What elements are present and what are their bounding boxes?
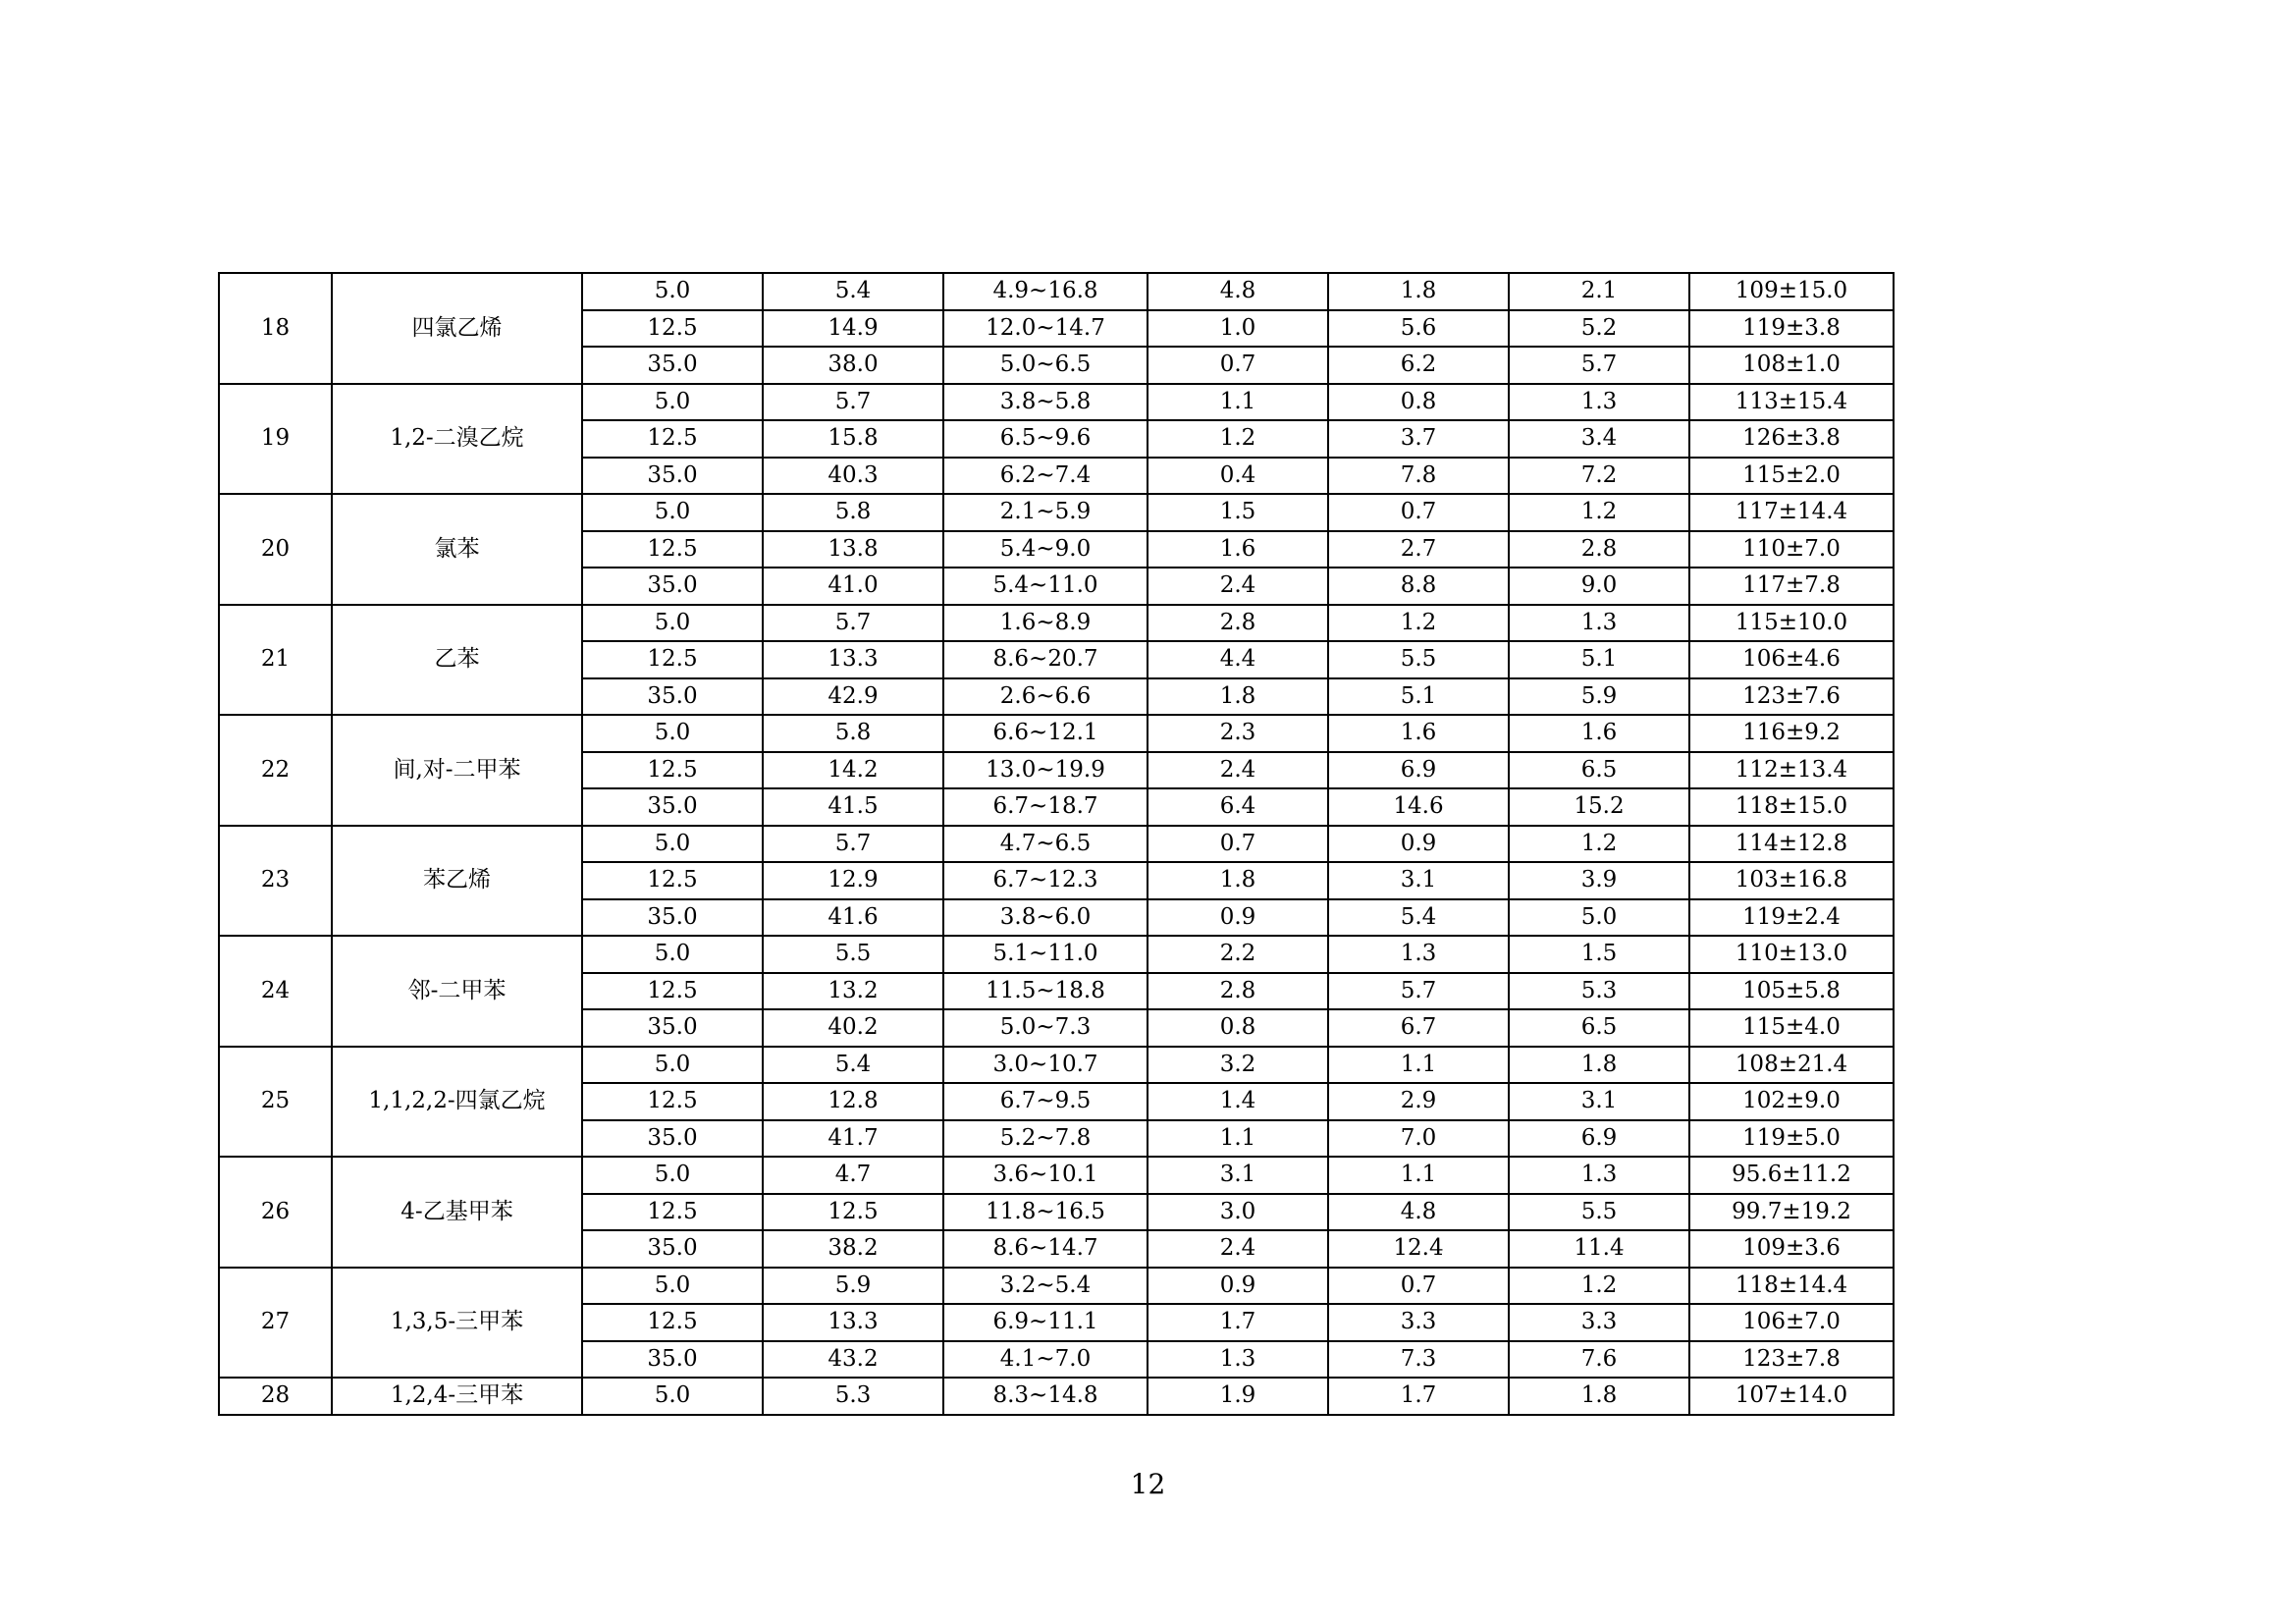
spiked-amount-cell: 12.5: [582, 420, 763, 458]
compound-name-cell: 1,2-二溴乙烷: [332, 384, 582, 495]
results-table: [218, 272, 1895, 1416]
inter-lab-rsd-cell: 1.6: [1148, 531, 1328, 568]
table-row: [219, 605, 1894, 642]
spiked-amount-cell: 12.5: [582, 531, 763, 568]
spiked-amount-cell: 5.0: [582, 273, 763, 310]
recovery-cell: 116±9.2: [1689, 715, 1894, 752]
inter-lab-rsd-cell: 0.8: [1148, 1009, 1328, 1047]
rsd-range-cell: 4.1~7.0: [943, 1341, 1148, 1379]
recovery-cell: 126±3.8: [1689, 420, 1894, 458]
spiked-amount-cell: 12.5: [582, 641, 763, 678]
recovery-cell: 106±7.0: [1689, 1304, 1894, 1341]
spiked-amount-cell: 12.5: [582, 310, 763, 348]
repeatability-limit-cell: 8.8: [1328, 568, 1509, 605]
rsd-range-cell: 6.2~7.4: [943, 458, 1148, 495]
measured-mean-cell: 4.7: [763, 1157, 943, 1194]
rsd-range-cell: 5.4~11.0: [943, 568, 1148, 605]
reproducibility-limit-cell: 7.2: [1509, 458, 1689, 495]
spiked-amount-cell: 12.5: [582, 1083, 763, 1120]
recovery-cell: 115±10.0: [1689, 605, 1894, 642]
recovery-cell: 108±21.4: [1689, 1047, 1894, 1084]
repeatability-limit-cell: 5.5: [1328, 641, 1509, 678]
rsd-range-cell: 8.3~14.8: [943, 1378, 1148, 1415]
spiked-amount-cell: 35.0: [582, 1120, 763, 1158]
inter-lab-rsd-cell: 6.4: [1148, 788, 1328, 826]
repeatability-limit-cell: 0.8: [1328, 384, 1509, 421]
reproducibility-limit-cell: 1.2: [1509, 494, 1689, 531]
table-row: [219, 936, 1894, 973]
rsd-range-cell: 12.0~14.7: [943, 310, 1148, 348]
spiked-amount-cell: 35.0: [582, 678, 763, 716]
rsd-range-cell: 5.2~7.8: [943, 1120, 1148, 1158]
recovery-cell: 108±1.0: [1689, 347, 1894, 384]
repeatability-limit-cell: 5.4: [1328, 899, 1509, 937]
rsd-range-cell: 1.6~8.9: [943, 605, 1148, 642]
reproducibility-limit-cell: 5.9: [1509, 678, 1689, 716]
inter-lab-rsd-cell: 3.2: [1148, 1047, 1328, 1084]
repeatability-limit-cell: 7.0: [1328, 1120, 1509, 1158]
recovery-cell: 115±2.0: [1689, 458, 1894, 495]
spiked-amount-cell: 5.0: [582, 1047, 763, 1084]
measured-mean-cell: 40.2: [763, 1009, 943, 1047]
spiked-amount-cell: 5.0: [582, 1157, 763, 1194]
spiked-amount-cell: 5.0: [582, 605, 763, 642]
compound-name-cell: 苯乙烯: [332, 826, 582, 937]
spiked-amount-cell: 35.0: [582, 1230, 763, 1268]
repeatability-limit-cell: 0.9: [1328, 826, 1509, 863]
recovery-cell: 99.7±19.2: [1689, 1194, 1894, 1231]
table-row: [219, 384, 1894, 421]
repeatability-limit-cell: 6.9: [1328, 752, 1509, 789]
spiked-amount-cell: 5.0: [582, 936, 763, 973]
inter-lab-rsd-cell: 1.0: [1148, 310, 1328, 348]
repeatability-limit-cell: 1.8: [1328, 273, 1509, 310]
reproducibility-limit-cell: 5.1: [1509, 641, 1689, 678]
repeatability-limit-cell: 3.3: [1328, 1304, 1509, 1341]
measured-mean-cell: 13.3: [763, 641, 943, 678]
rsd-range-cell: 6.7~12.3: [943, 862, 1148, 899]
measured-mean-cell: 5.3: [763, 1378, 943, 1415]
repeatability-limit-cell: 7.8: [1328, 458, 1509, 495]
measured-mean-cell: 38.0: [763, 347, 943, 384]
reproducibility-limit-cell: 5.5: [1509, 1194, 1689, 1231]
rsd-range-cell: 3.2~5.4: [943, 1268, 1148, 1305]
repeatability-limit-cell: 0.7: [1328, 1268, 1509, 1305]
spiked-amount-cell: 35.0: [582, 568, 763, 605]
inter-lab-rsd-cell: 1.7: [1148, 1304, 1328, 1341]
measured-mean-cell: 15.8: [763, 420, 943, 458]
repeatability-limit-cell: 7.3: [1328, 1341, 1509, 1379]
compound-name-cell: 邻-二甲苯: [332, 936, 582, 1047]
rsd-range-cell: 3.0~10.7: [943, 1047, 1148, 1084]
compound-name-cell: 1,1,2,2-四氯乙烷: [332, 1047, 582, 1158]
rsd-range-cell: 2.6~6.6: [943, 678, 1148, 716]
recovery-cell: 107±14.0: [1689, 1378, 1894, 1415]
reproducibility-limit-cell: 5.3: [1509, 973, 1689, 1010]
measured-mean-cell: 13.8: [763, 531, 943, 568]
reproducibility-limit-cell: 3.3: [1509, 1304, 1689, 1341]
repeatability-limit-cell: 14.6: [1328, 788, 1509, 826]
repeatability-limit-cell: 5.1: [1328, 678, 1509, 716]
spiked-amount-cell: 5.0: [582, 494, 763, 531]
recovery-cell: 117±14.4: [1689, 494, 1894, 531]
compound-number-cell: 24: [219, 936, 332, 1047]
repeatability-limit-cell: 5.6: [1328, 310, 1509, 348]
spiked-amount-cell: 12.5: [582, 1194, 763, 1231]
reproducibility-limit-cell: 1.8: [1509, 1047, 1689, 1084]
spiked-amount-cell: 5.0: [582, 1268, 763, 1305]
reproducibility-limit-cell: 6.9: [1509, 1120, 1689, 1158]
inter-lab-rsd-cell: 1.2: [1148, 420, 1328, 458]
spiked-amount-cell: 5.0: [582, 384, 763, 421]
repeatability-limit-cell: 3.7: [1328, 420, 1509, 458]
reproducibility-limit-cell: 5.7: [1509, 347, 1689, 384]
spiked-amount-cell: 12.5: [582, 752, 763, 789]
reproducibility-limit-cell: 2.1: [1509, 273, 1689, 310]
repeatability-limit-cell: 6.2: [1328, 347, 1509, 384]
inter-lab-rsd-cell: 1.3: [1148, 1341, 1328, 1379]
reproducibility-limit-cell: 6.5: [1509, 752, 1689, 789]
recovery-cell: 118±14.4: [1689, 1268, 1894, 1305]
repeatability-limit-cell: 6.7: [1328, 1009, 1509, 1047]
reproducibility-limit-cell: 1.8: [1509, 1378, 1689, 1415]
recovery-cell: 119±3.8: [1689, 310, 1894, 348]
recovery-cell: 119±5.0: [1689, 1120, 1894, 1158]
inter-lab-rsd-cell: 0.4: [1148, 458, 1328, 495]
inter-lab-rsd-cell: 1.4: [1148, 1083, 1328, 1120]
repeatability-limit-cell: 4.8: [1328, 1194, 1509, 1231]
recovery-cell: 103±16.8: [1689, 862, 1894, 899]
inter-lab-rsd-cell: 2.3: [1148, 715, 1328, 752]
table-row: [219, 715, 1894, 752]
rsd-range-cell: 11.5~18.8: [943, 973, 1148, 1010]
measured-mean-cell: 5.7: [763, 826, 943, 863]
measured-mean-cell: 41.5: [763, 788, 943, 826]
rsd-range-cell: 3.8~5.8: [943, 384, 1148, 421]
rsd-range-cell: 4.9~16.8: [943, 273, 1148, 310]
reproducibility-limit-cell: 7.6: [1509, 1341, 1689, 1379]
compound-number-cell: 28: [219, 1378, 332, 1415]
spiked-amount-cell: 12.5: [582, 862, 763, 899]
measured-mean-cell: 5.7: [763, 605, 943, 642]
inter-lab-rsd-cell: 0.7: [1148, 347, 1328, 384]
measured-mean-cell: 12.9: [763, 862, 943, 899]
repeatability-limit-cell: 12.4: [1328, 1230, 1509, 1268]
reproducibility-limit-cell: 1.3: [1509, 1157, 1689, 1194]
inter-lab-rsd-cell: 1.5: [1148, 494, 1328, 531]
compound-number-cell: 26: [219, 1157, 332, 1268]
spiked-amount-cell: 35.0: [582, 347, 763, 384]
rsd-range-cell: 3.6~10.1: [943, 1157, 1148, 1194]
compound-number-cell: 22: [219, 715, 332, 826]
rsd-range-cell: 11.8~16.5: [943, 1194, 1148, 1231]
rsd-range-cell: 8.6~14.7: [943, 1230, 1148, 1268]
recovery-cell: 119±2.4: [1689, 899, 1894, 937]
measured-mean-cell: 14.9: [763, 310, 943, 348]
table-row: [219, 1268, 1894, 1305]
spiked-amount-cell: 5.0: [582, 826, 763, 863]
compound-name-cell: 1,2,4-三甲苯: [332, 1378, 582, 1415]
table-row: [219, 1378, 1894, 1415]
rsd-range-cell: 6.5~9.6: [943, 420, 1148, 458]
measured-mean-cell: 12.5: [763, 1194, 943, 1231]
rsd-range-cell: 2.1~5.9: [943, 494, 1148, 531]
rsd-range-cell: 5.0~7.3: [943, 1009, 1148, 1047]
spiked-amount-cell: 35.0: [582, 1009, 763, 1047]
measured-mean-cell: 40.3: [763, 458, 943, 495]
compound-name-cell: 氯苯: [332, 494, 582, 605]
measured-mean-cell: 43.2: [763, 1341, 943, 1379]
compound-number-cell: 27: [219, 1268, 332, 1379]
repeatability-limit-cell: 1.1: [1328, 1157, 1509, 1194]
recovery-cell: 102±9.0: [1689, 1083, 1894, 1120]
repeatability-limit-cell: 1.1: [1328, 1047, 1509, 1084]
reproducibility-limit-cell: 15.2: [1509, 788, 1689, 826]
recovery-cell: 109±3.6: [1689, 1230, 1894, 1268]
measured-mean-cell: 5.8: [763, 494, 943, 531]
recovery-cell: 114±12.8: [1689, 826, 1894, 863]
inter-lab-rsd-cell: 0.7: [1148, 826, 1328, 863]
measured-mean-cell: 14.2: [763, 752, 943, 789]
compound-name-cell: 四氯乙烯: [332, 273, 582, 384]
inter-lab-rsd-cell: 2.8: [1148, 973, 1328, 1010]
compound-number-cell: 25: [219, 1047, 332, 1158]
measured-mean-cell: 41.6: [763, 899, 943, 937]
reproducibility-limit-cell: 1.2: [1509, 1268, 1689, 1305]
compound-number-cell: 21: [219, 605, 332, 716]
repeatability-limit-cell: 3.1: [1328, 862, 1509, 899]
recovery-cell: 118±15.0: [1689, 788, 1894, 826]
inter-lab-rsd-cell: 3.1: [1148, 1157, 1328, 1194]
recovery-cell: 112±13.4: [1689, 752, 1894, 789]
page-number: 12: [1130, 1468, 1166, 1500]
repeatability-limit-cell: 1.6: [1328, 715, 1509, 752]
repeatability-limit-cell: 1.7: [1328, 1378, 1509, 1415]
table-row: [219, 494, 1894, 531]
reproducibility-limit-cell: 2.8: [1509, 531, 1689, 568]
rsd-range-cell: 8.6~20.7: [943, 641, 1148, 678]
compound-number-cell: 18: [219, 273, 332, 384]
repeatability-limit-cell: 1.3: [1328, 936, 1509, 973]
compound-name-cell: 1,3,5-三甲苯: [332, 1268, 582, 1379]
inter-lab-rsd-cell: 1.1: [1148, 384, 1328, 421]
spiked-amount-cell: 5.0: [582, 715, 763, 752]
compound-number-cell: 23: [219, 826, 332, 937]
rsd-range-cell: 6.6~12.1: [943, 715, 1148, 752]
recovery-cell: 110±7.0: [1689, 531, 1894, 568]
inter-lab-rsd-cell: 2.2: [1148, 936, 1328, 973]
compound-name-cell: 4-乙基甲苯: [332, 1157, 582, 1268]
inter-lab-rsd-cell: 0.9: [1148, 1268, 1328, 1305]
reproducibility-limit-cell: 1.5: [1509, 936, 1689, 973]
rsd-range-cell: 5.0~6.5: [943, 347, 1148, 384]
repeatability-limit-cell: 5.7: [1328, 973, 1509, 1010]
recovery-cell: 117±7.8: [1689, 568, 1894, 605]
repeatability-limit-cell: 0.7: [1328, 494, 1509, 531]
recovery-cell: 105±5.8: [1689, 973, 1894, 1010]
table-body: [219, 273, 1894, 1415]
compound-number-cell: 20: [219, 494, 332, 605]
measured-mean-cell: 5.9: [763, 1268, 943, 1305]
inter-lab-rsd-cell: 0.9: [1148, 899, 1328, 937]
spiked-amount-cell: 35.0: [582, 788, 763, 826]
measured-mean-cell: 42.9: [763, 678, 943, 716]
inter-lab-rsd-cell: 1.1: [1148, 1120, 1328, 1158]
recovery-cell: 109±15.0: [1689, 273, 1894, 310]
spiked-amount-cell: 35.0: [582, 1341, 763, 1379]
measured-mean-cell: 41.7: [763, 1120, 943, 1158]
table-row: [219, 826, 1894, 863]
recovery-cell: 123±7.6: [1689, 678, 1894, 716]
table-row: [219, 1157, 1894, 1194]
spiked-amount-cell: 12.5: [582, 1304, 763, 1341]
reproducibility-limit-cell: 11.4: [1509, 1230, 1689, 1268]
rsd-range-cell: 13.0~19.9: [943, 752, 1148, 789]
repeatability-limit-cell: 2.9: [1328, 1083, 1509, 1120]
compound-name-cell: 间,对-二甲苯: [332, 715, 582, 826]
reproducibility-limit-cell: 5.2: [1509, 310, 1689, 348]
measured-mean-cell: 5.8: [763, 715, 943, 752]
spiked-amount-cell: 5.0: [582, 1378, 763, 1415]
repeatability-limit-cell: 1.2: [1328, 605, 1509, 642]
reproducibility-limit-cell: 1.2: [1509, 826, 1689, 863]
recovery-cell: 106±4.6: [1689, 641, 1894, 678]
reproducibility-limit-cell: 1.6: [1509, 715, 1689, 752]
table-row: [219, 1047, 1894, 1084]
rsd-range-cell: 5.4~9.0: [943, 531, 1148, 568]
measured-mean-cell: 5.5: [763, 936, 943, 973]
recovery-cell: 123±7.8: [1689, 1341, 1894, 1379]
inter-lab-rsd-cell: 1.8: [1148, 678, 1328, 716]
reproducibility-limit-cell: 3.4: [1509, 420, 1689, 458]
inter-lab-rsd-cell: 2.8: [1148, 605, 1328, 642]
compound-name-cell: 乙苯: [332, 605, 582, 716]
inter-lab-rsd-cell: 1.9: [1148, 1378, 1328, 1415]
measured-mean-cell: 5.4: [763, 273, 943, 310]
measured-mean-cell: 13.3: [763, 1304, 943, 1341]
inter-lab-rsd-cell: 4.4: [1148, 641, 1328, 678]
reproducibility-limit-cell: 1.3: [1509, 384, 1689, 421]
measured-mean-cell: 13.2: [763, 973, 943, 1010]
reproducibility-limit-cell: 3.1: [1509, 1083, 1689, 1120]
reproducibility-limit-cell: 5.0: [1509, 899, 1689, 937]
inter-lab-rsd-cell: 2.4: [1148, 568, 1328, 605]
reproducibility-limit-cell: 6.5: [1509, 1009, 1689, 1047]
inter-lab-rsd-cell: 3.0: [1148, 1194, 1328, 1231]
spiked-amount-cell: 12.5: [582, 973, 763, 1010]
recovery-cell: 110±13.0: [1689, 936, 1894, 973]
rsd-range-cell: 6.7~18.7: [943, 788, 1148, 826]
measured-mean-cell: 5.4: [763, 1047, 943, 1084]
measured-mean-cell: 5.7: [763, 384, 943, 421]
reproducibility-limit-cell: 3.9: [1509, 862, 1689, 899]
reproducibility-limit-cell: 9.0: [1509, 568, 1689, 605]
recovery-cell: 113±15.4: [1689, 384, 1894, 421]
recovery-cell: 115±4.0: [1689, 1009, 1894, 1047]
table-row: [219, 273, 1894, 310]
inter-lab-rsd-cell: 4.8: [1148, 273, 1328, 310]
rsd-range-cell: 3.8~6.0: [943, 899, 1148, 937]
inter-lab-rsd-cell: 1.8: [1148, 862, 1328, 899]
rsd-range-cell: 5.1~11.0: [943, 936, 1148, 973]
measured-mean-cell: 12.8: [763, 1083, 943, 1120]
rsd-range-cell: 6.7~9.5: [943, 1083, 1148, 1120]
measured-mean-cell: 38.2: [763, 1230, 943, 1268]
recovery-cell: 95.6±11.2: [1689, 1157, 1894, 1194]
measured-mean-cell: 41.0: [763, 568, 943, 605]
inter-lab-rsd-cell: 2.4: [1148, 1230, 1328, 1268]
rsd-range-cell: 4.7~6.5: [943, 826, 1148, 863]
inter-lab-rsd-cell: 2.4: [1148, 752, 1328, 789]
spiked-amount-cell: 35.0: [582, 458, 763, 495]
rsd-range-cell: 6.9~11.1: [943, 1304, 1148, 1341]
reproducibility-limit-cell: 1.3: [1509, 605, 1689, 642]
compound-number-cell: 19: [219, 384, 332, 495]
spiked-amount-cell: 35.0: [582, 899, 763, 937]
repeatability-limit-cell: 2.7: [1328, 531, 1509, 568]
